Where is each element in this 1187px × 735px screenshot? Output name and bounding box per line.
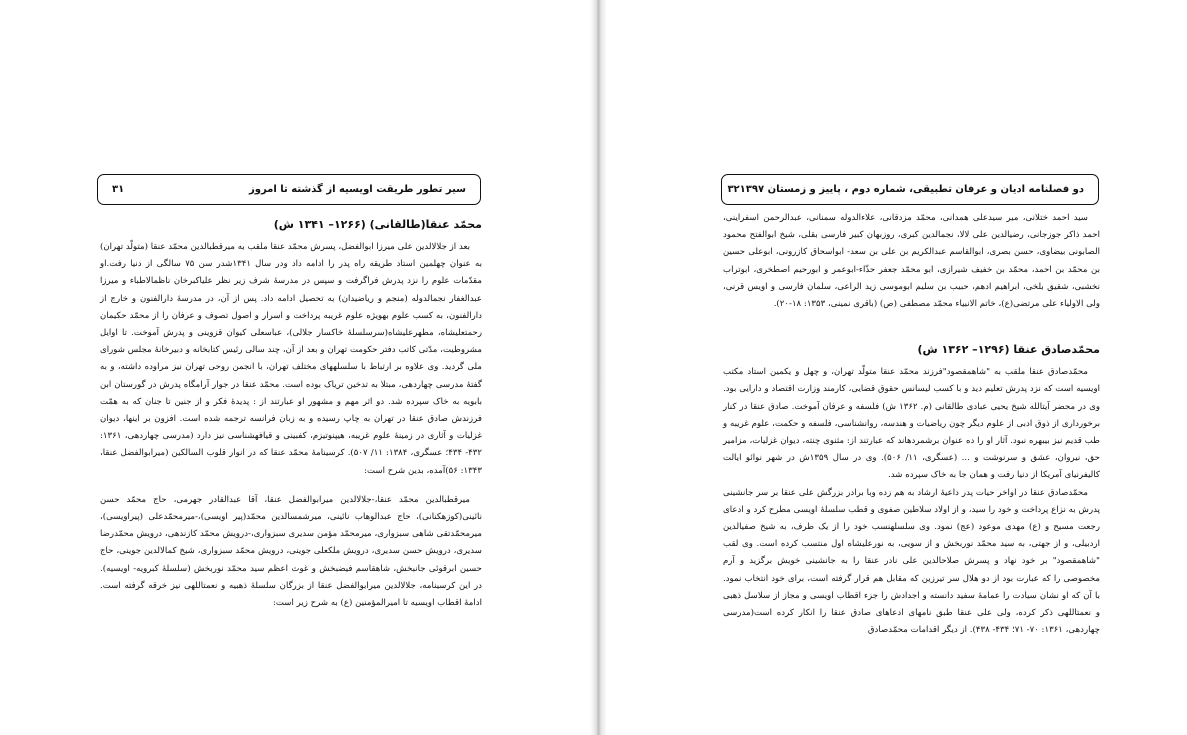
page-number: ۳۱ [112, 184, 125, 195]
paragraph: محمّدصادق عنقا ملقب به "شاهمقصود"فرزند محمّد عنقا متولّد تهران، و چهل و یکمین استاد مکتب اویسیه است که نزد پدرش تعلیم دید و با کسب لیسانس حقوق قضایی، کارمند وزارت اقتصاد و دارایی بود. وی در محضر آیتالله شیخ یحیی عبادی طالقانی (م. ۱۳۶۲ ش) فلسفه و عرفان آموخت. صادق عنقا در کنار برخورداری از ذوق ادبی از علوم دیگر چون ریاضیات و هندسه، روانشناسی، فلسفه و حکمت، علوم غریبه و طب قدیم نیز بیبهره نبود. آثار او را ده عنوان برشمردهاند که عبارتند از: مثنوی چنته، دیوان غزلیات، مزامیر حق، نیروان، عشق و سرنوشت و ... (عسگری، ۱۱/ ۵۰۶). وی در سال ۱۳۵۹ش در شهر نوائو ایالت کالیفرنیای آمریکا از دنیا رفت و همان جا به خاک سپرده شد. [723, 367, 1100, 481]
paragraph: سید احمد ختلانی، میر سیدعلی همدانی، محمّد مزدقانی، علاءالدوله سمنانی، عبدالرحمن اسفراینی، احمد ذاکر جوزجانی، رضیالدین علی لالا، نجمالدین کبری، روزبهان کبیر فارسی بقلی، شیخ ابوالفتح محمود الصابونی بیضاوی، حسن بصری، ابوالقاسم عبدالکریم بن علی بن سعد- ابواسحاق کازرونی، ابوعلی حسین بن محمّد بن احمد، محمّد بن خفیف شیرازی، ابو محمّد جعفر حذّاء-ابوعمر و ابورحیم اصطخری، ابوتراب نخشبی، شقیق بلخی، ابراهیم ادهم، حبیب بن سلیم ابوموسی زید الراعی، سلمان فارسی و اویس قرنی، ولی الاولیاء علی مرتضی(ع)، خاتم الانبیاء محمّد مصطفی (ص) (باقری نمینی، ۱۳۵۳: ۱۸-۲۰). [723, 213, 1100, 310]
left-page [0, 0, 590, 735]
right-page [607, 0, 1187, 735]
page-header [721, 174, 1099, 205]
header-title: دو فصلنامه ادیان و عرفان تطبیقی، شماره دوم ، پاییز و زمستان ۱۳۹۷ [739, 184, 1084, 195]
section-heading: محمّدصادق عنقا (۱۲۹۶– ۱۳۶۲ ش) [917, 343, 1100, 357]
header-title: سیر تطور طریقت اویسیه از گذشته تا امروز [248, 184, 466, 195]
section-heading: محمّد عنقا(طالقانی) (۱۲۶۶– ۱۳۴۱ ش) [273, 218, 482, 231]
page-number: ۳۲ [727, 184, 740, 195]
paragraph: محمّدصادق عنقا در اواخر حیات پدر داعیۀ ارشاد به هم زده وبا برادر بزرگش علی عنقا بر سر جانشینی پدرش به نزاع پرداخت و خود را سید، و از اولاد سلاطین صفوی و قطب سلسلۀ اویسی مطرح کرد و ادعای رجعت مسیح و (ع) مهدی موعود (عج) نمود. وی سلسلهنسب خود را از یک طرف، به شیخ صفیالدین اردبیلی، و از جهتی، به سید محمّد نوربخش و از سویی، به نورعلیشاه اول منتسب کرده است. وی لقب "شاهمقصود" بر خود نهاد و پسرش صلاحالدین علی نادر عنقا را به جانشینی خویش برگزید و آرم مخصوصی را که عبارت بود از دو هلال سر تیرزین که مقابل هم قرار گرفته است، برای خود انتخاب نمود. با آن که او نشان سیادت را عمامۀ سفید دانسته و اجدادش را جزء اقطاب اویسی و مجاز از سلاسل ذهبی و نعمتاللهی ذکر کرده، ولی علی عنقا طبق نامهای ادعاهای صادق عنقا را انکار کرده است(مدرسی چهاردهی، ۱۳۶۱: ۷۰- ۷۱؛ ۴۳۴- ۴۳۸). از دیگر اقدامات محمّدصادق [723, 487, 1100, 636]
page-header [97, 174, 481, 205]
paragraph: بعد از جلالالدین علی میرزا ابوالفضل، پسرش محمّد عنقا ملقب به میرقطبالدین محمّد عنقا (متولّد تهران) به عنوان چهلمین استاد طریقه راه پدر را ادامه داد ودر سال ۱۳۴۱شدر سن ۷۵ سالگی از دنیا رفت.او مقدّمات علوم را نزد پدرش فراگرفت و سپس در مدرسۀ شرف زیر نظر علیاکبرخان ناظمالاطباء و میرزا عبدالغفار نجمالدوله (منجم و ریاضیدان) به تحصیل ادامه داد. پس از آن، در مدرسۀ دارالفنون و خارج از دارالفنون، به کسب علوم بهویژه علوم غریبه پرداخت و اسرار و اصول تصوف و عرفان را از محمّد حکیمان رحمتعلیشاه، مطهرعلیشاه(سرسلسلۀ خاکسار جلالی)، عباسعلی کیوان قزوینی و پدرش آموخت. تا اوایل مشروطیت، مدّتی کاتب دفتر حکومت تهران و بعد از آن، چند سالی رئیس کتابخانه و دبیرخانۀ مجلس شورای ملی گردید. وی علاوه بر ارتباط با سلسلههای مختلف تهران، با انجمن روحی تهران نیز مراوده داشته، و به گفتۀ مدرسی چهاردهی، مبتلا به تدخین تریاک بوده است. محمّد عنقا در جوار آرامگاه پدرش در گورستان ابن بابویه به خاک سپرده شد. دو اثر مهم و مشهور او عبارتند از : پدیدۀ فکر و از جنین تا جنان که به همّت فرزندش صادق عنقا در تهران به چاپ رسیده و به زبان فرانسه ترجمه شده است. افزون بر اینها، دیوان غزلیات و آثاری در زمینۀ علوم غریبه، هیپنوتیزم، کفبینی و قیافهشناسی نیز دارد (مدرسی چهاردهی، ۱۳۶۱: ۴۳۲- ۴۳۴؛ عسگری، ۱۳۸۴: ۱۱/ ۵۰۷). کرسینامۀ محمّد عنقا که در انوار قلوب السالکین (میرابوالفضل عنقا، ۱۳۴۳: ۵۶)آمده، بدین شرح است: [100, 242, 482, 476]
page-body [723, 210, 1100, 639]
page-body [100, 214, 482, 612]
paragraph: میرقطبالدین محمّد عنقا،-جلالالدین میرابوالفضل عنقا، آقا عبدالقادر جهرمی، حاج محمّد حسن نائینی(کوزهکنانی)، حاج عبدالوهاب نائینی، میرشمسالدین محمّد(پیر اویسی)،-میرمحمّدعلی (پیراویسی)، میرمحمّدتقی شاهی سبزواری، میرمحمّد مؤمن سدیری سبزواری،-درویش محمّد کازندهی، درویش محمّدرضا سدیری، درویش حسن سدیری، درویش ملکعلی جوینی، درویش محمّد سبزواری، شیخ کمالالدین جوینی، حاج حسین ابرقوئی جانبخش، شاهقاسم فیضبخش و غوث اعظم سید محمّد نوربخش (سلسلۀ کبرویه- اویسیه). در این کرسینامه، جلالالدین میرابوالفضل عنقا از بزرگان سلسلۀ ذهبیه و نعمتاللهی نیز خرقه گرفته است. ادامۀ اقطاب اویسیه تا امیرالمؤمنین (ع) به شرح زیر است: [100, 494, 482, 609]
book-gutter [590, 0, 607, 735]
